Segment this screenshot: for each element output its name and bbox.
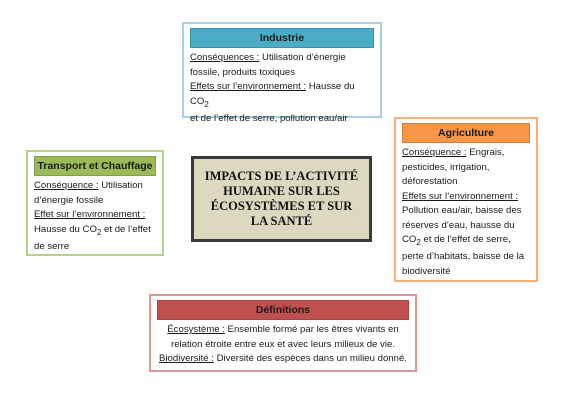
agriculture-effets-text-4: perte d’habitats, baisse de la <box>402 251 525 263</box>
definitions-biodiversite-line <box>157 352 409 367</box>
definitions-biodiversite-label: Biodiversité : <box>159 353 214 364</box>
agriculture-effets-text-2: réserves d’eau, hausse du <box>402 219 515 231</box>
transport-effet-text-a: Hausse du CO <box>34 223 97 235</box>
industrie-title: Industrie <box>190 28 374 48</box>
definitions-card <box>149 294 417 372</box>
agriculture-effets-label: Effets sur l’environnement : <box>402 190 519 202</box>
agriculture-effets-text-1: Pollution eau/air, baisse des <box>402 205 522 216</box>
agriculture-effets-sub: 2 <box>416 237 421 247</box>
definitions-ecosysteme-label: Écosystème : <box>167 324 225 335</box>
center-title-box <box>191 156 372 242</box>
industrie-consequences-line-1 <box>190 51 374 66</box>
definitions-title: Définitions <box>157 300 409 320</box>
definitions-ecosysteme-text-1: Ensemble formé par les êtres vivants en <box>224 324 399 335</box>
agriculture-consequence-text-3: déforestation <box>402 176 458 187</box>
agriculture-card <box>394 117 538 282</box>
industrie-effets-line-1 <box>190 80 374 112</box>
center-title: IMPACTS DE L’ACTIVITÉ HUMAINE SUR LES ÉCOSYSTÈMES ET SUR LA SANTÉ <box>204 169 359 228</box>
agriculture-consequence-label: Conséquence : <box>402 147 467 158</box>
definitions-ecosysteme-line-1 <box>157 323 409 338</box>
transport-effet-sub: 2 <box>96 227 102 237</box>
industrie-consequences-text-2: fossile, produits toxiques <box>190 66 296 78</box>
transport-consequence-label: Conséquence : <box>34 180 99 191</box>
transport-consequence-text-2: d’énergie fossile <box>34 194 104 206</box>
industrie-consequences-text-1: Utilisation d’énergie <box>259 52 346 63</box>
transport-card <box>26 150 164 256</box>
agriculture-title: Agriculture <box>402 123 530 143</box>
agriculture-consequence-text-2: pesticides, irrigation, <box>402 161 490 173</box>
agriculture-effets-text-5: biodiversité <box>402 265 451 277</box>
transport-effet-line-1 <box>34 223 156 240</box>
agriculture-effets-text-3a: CO <box>402 234 417 245</box>
agriculture-consequence-text-1: Engrais, <box>466 147 505 158</box>
transport-effet-text-b: et de l’effet <box>101 223 151 235</box>
agriculture-effets-text-3b: et de l’effet de serre, <box>420 234 511 245</box>
transport-effet-text-2: de serre <box>34 240 70 252</box>
definitions-biodiversite-text: Diversité des espèces dans un milieu donné. <box>213 353 407 364</box>
agriculture-consequence-line-1 <box>402 146 530 161</box>
industrie-card <box>182 22 382 124</box>
transport-consequence-line-1 <box>34 179 156 194</box>
industrie-effets-label: Effets sur l’environnement : <box>190 81 307 92</box>
industrie-effets-sub: 2 <box>204 99 209 109</box>
transport-title: Transport et Chauffage <box>34 156 156 176</box>
agriculture-effets-line-3 <box>402 233 530 250</box>
transport-consequence-text-1: Utilisation <box>98 180 143 191</box>
industrie-effets-text-1: Hausse du CO <box>190 81 355 107</box>
transport-effet-label: Effet sur l’environnement : <box>34 209 146 220</box>
industrie-consequences-label: Conséquences : <box>190 52 260 63</box>
industrie-effets-text-2: et de l’effet de serre, pollution eau/air <box>190 112 348 124</box>
definitions-ecosysteme-text-2: relation étroite entre eux et avec leurs milieux de vie. <box>171 338 395 350</box>
